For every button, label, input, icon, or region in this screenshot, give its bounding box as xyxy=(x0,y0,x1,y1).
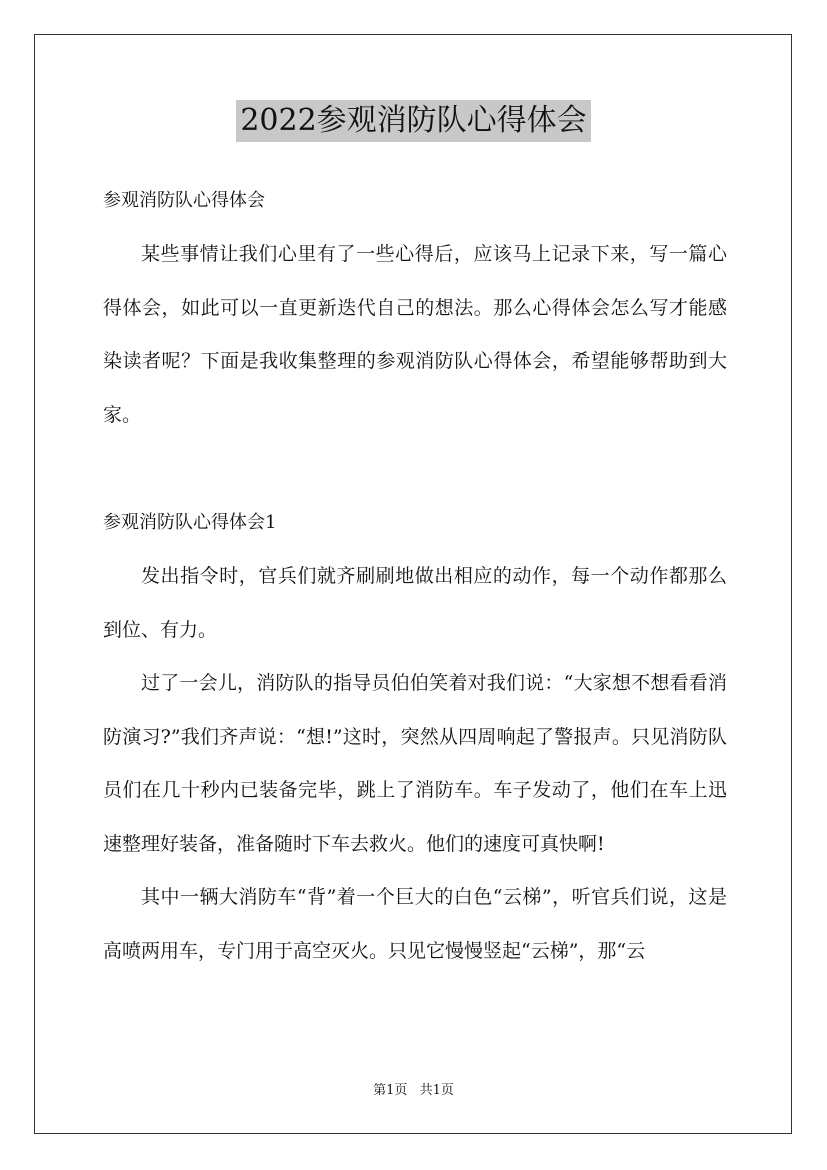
title-container xyxy=(0,100,827,142)
document-body xyxy=(103,174,727,978)
section-heading: 参观消防队心得体会1 xyxy=(103,512,277,533)
body-paragraph: 发出指令时，官兵们就齐刷刷地做出相应的动作，每一个动作都那么到位、有力。 xyxy=(103,565,727,641)
body-paragraph: 过了一会儿，消防队的指导员伯伯笑着对我们说：“大家想不想看看消防演习?”我们齐声说：“想!”这时，突然从四周响起了警报声。只见消防队员们在几十秒内已装备完毕，跳上了消防车。车子发动了，他们在车上迅速整理好装备，准备随时下车去救火。他们的速度可真快啊! xyxy=(103,672,727,855)
page-total: 共1页 xyxy=(419,1083,454,1098)
intro-heading: 参观消防队心得体会 xyxy=(103,190,265,211)
page-number: 第1页 xyxy=(373,1083,408,1098)
section-spacer xyxy=(103,442,727,496)
body-paragraph: 其中一辆大消防车“背”着一个巨大的白色“云梯”，听官兵们说，这是高喷两用车，专门用于高空灭火。只见它慢慢竖起“云梯”，那“云 xyxy=(103,886,727,962)
page-footer xyxy=(0,1081,827,1101)
intro-paragraph: 某些事情让我们心里有了一些心得后，应该马上记录下来，写一篇心得体会，如此可以一直更新迭代自己的想法。那么心得体会怎么写才能感染读者呢？下面是我收集整理的参观消防队心得体会，希望能够帮助到大家。 xyxy=(103,243,727,426)
document-title: 2022参观消防队心得体会 xyxy=(236,100,590,142)
